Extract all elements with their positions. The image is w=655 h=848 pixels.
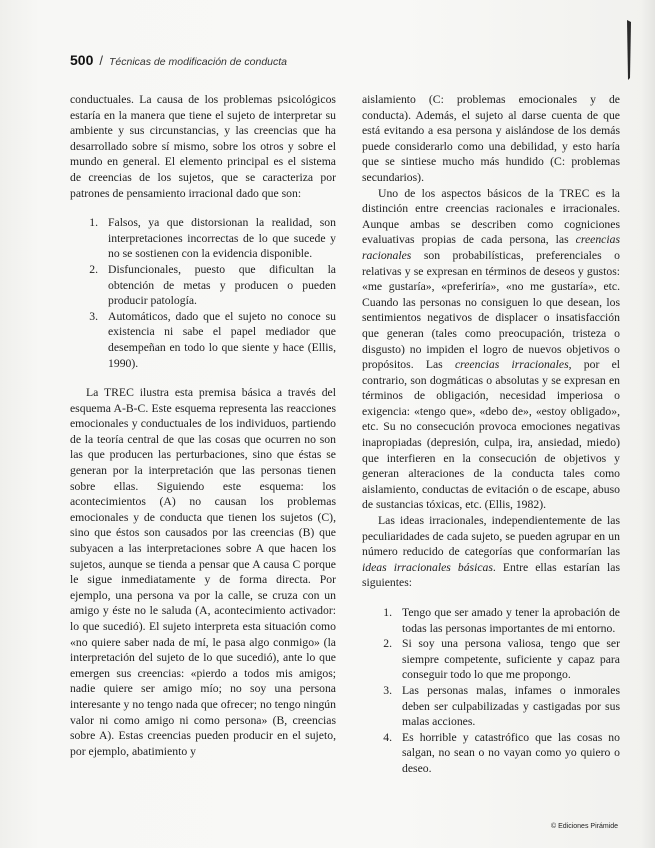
list-text: Automáticos, dado que el sujeto no conoce su existencia ni sabe el papel mediador que desempeñan en todo lo que siente y hace (Ellis, 1990).	[108, 309, 336, 370]
left-column	[70, 92, 336, 759]
list-number: 2.	[383, 637, 392, 651]
list-number: 2.	[89, 262, 98, 276]
list-text: Falsos, ya que distorsionan la realidad, son interpretaciones incorrectas de lo que sucede y no se sostienen con la evidencia disponible.	[108, 216, 336, 261]
list-number: 4.	[383, 730, 392, 744]
list-text: Tengo que ser amado y tener la aprobación de todas las personas importantes de mi entorno.	[402, 606, 620, 635]
emphasis: creencias racionales	[362, 233, 620, 262]
paragraph: La TREC ilustra esta premisa básica a través del esquema A-B-C. Este esquema representa las reacciones emocionales y conductuales de los individuos, partiendo de la teoría central de que las cosas que ocurren no son las que producen las perturbaciones, sino que éstas se generan por la interpretación que las personas tienen sobre ellas. Siguiendo este esquema: los acontecimientos (A) no causan los problemas emocionales y de conducta que tienen los sujetos (C), sino que éstos son causados por las creencias (B) que subyacen a las interpretaciones sobre A que hacen los sujetos, aunque se tienda a pensar que A causa C porque le sigue inmediatamente y de forma directa. Por ejemplo, una persona va por la calle, se cruza con un amigo y éste no le saluda (A, acontecimiento activador: lo que sucedió). El sujeto interpreta esta situación como «no quiere saber nada de mí, le pasa algo conmigo» (la interpretación del sujeto de lo que sucedió), ante lo que emergen sus creencias: «pierdo a todos mis amigos; nadie quiere ser amigo mío; no soy una persona interesante y no tengo nada que ofrecer; no tengo ningún valor ni como amigo ni como persona» (B, creencias sobre A). Estas creencias pueden producir en el sujeto, por ejemplo, abatimiento y	[70, 386, 336, 758]
page-number: 500	[70, 52, 94, 68]
running-header	[70, 52, 287, 68]
irrational-ideas-list	[362, 605, 620, 777]
emphasis: creencias irracionales	[454, 358, 569, 372]
text-run: Uno de los aspectos básicos de la TREC es la distinción entre creencias racionales e irracionales. Aunque ambas se describen como cogniciones evaluativas propias de cada persona, las	[362, 186, 620, 247]
text-run: Las ideas irracionales, independientemente de las peculiaridades de cada sujeto, se pueden agrupar en un número reducido de categorías que conformarían las	[362, 514, 620, 559]
list-number: 3.	[89, 309, 98, 323]
emphasis: ideas irracionales básicas	[362, 560, 493, 574]
paragraph	[362, 513, 620, 591]
list-text: Las personas malas, infames o inmorales deben ser culpabilizadas y castigadas por sus malas acciones.	[402, 683, 620, 729]
text-run: , por el contrario, son dogmáticas o absolutas y se expresan en términos de obligación, necesidad imperiosa o exigencia: «tengo que», «debo de», «estoy obligado», etc. Su no consecución provoca emociones negativas inapropiadas (depresión, culpa, ira, ansiedad, miedo) que interfieren en la consecución de objetivos y generan alteraciones de la conducta tales como aislamiento, conductas de evitación o de escape, abuso de sustancias tóxicas, etc. (Ellis, 1982).	[362, 358, 621, 512]
list-item	[70, 262, 336, 309]
chapter-title: Técnicas de modificación de conducta	[108, 56, 288, 68]
list-number: 3.	[383, 683, 392, 697]
characteristics-list	[70, 215, 336, 371]
list-item	[70, 309, 336, 371]
right-column	[362, 92, 620, 791]
publisher-footer: © Ediciones Pirámide	[551, 823, 619, 830]
paragraph: aislamiento (C: problemas emocionales y de conducta). Además, el sujeto al darse cuenta de que está evitando a esa persona y aislándose de los demás puede considerarlo como una debilidad, y esto haría que se sintiese mucho más hundido (C: problemas secundarios).	[362, 93, 620, 184]
paragraph: conductuales. La causa de los problemas psicológicos estaría en la manera que tiene el sujeto de interpretar su ambiente y sus circunstancias, y las creencias que ha desarrollado sobre sí mismo, sobre los otros y sobre el mundo en general. El elemento principal es el sistema de creencias de los sujetos, que se caracteriza por patrones de pensamiento irracional dado que son:	[70, 93, 336, 200]
list-item	[362, 730, 620, 777]
list-text: Disfuncionales, puesto que dificultan la obtención de metas y producen o pueden producir patología.	[108, 262, 336, 308]
paragraph	[362, 186, 620, 513]
list-item	[362, 683, 620, 730]
text-run: . Entre ellas estarían las siguientes:	[362, 560, 620, 590]
header-separator: /	[99, 53, 103, 68]
list-number: 1.	[383, 606, 392, 619]
list-text: Si soy una persona valiosa, tengo que ser siempre competente, suficiente y capaz para conseguir todo lo que me propongo.	[402, 637, 620, 682]
list-item	[70, 215, 336, 262]
page-edge-shadow	[641, 0, 655, 848]
page-edge-mark	[626, 20, 632, 80]
list-item	[362, 605, 620, 636]
list-text: Es horrible y catastrófico que las cosas no salgan, no sean o no vayan como yo quiero o deseo.	[402, 730, 620, 775]
list-number: 1.	[89, 216, 98, 230]
binding-shadow	[627, 20, 631, 80]
text-run: son probabilísticas, preferenciales o relativas y se expresan en términos de deseos y gustos: «me gustaría», «preferiría», «no me gustaría», etc. Cuando las personas no consiguen lo que desean, los sentimientos negativos de displacer o insatisfacción que generan (tales como preocupación, tristeza o disgusto) no impiden el logro de nuevos objetivos o propósitos. Las	[362, 248, 620, 372]
list-item	[362, 636, 620, 683]
